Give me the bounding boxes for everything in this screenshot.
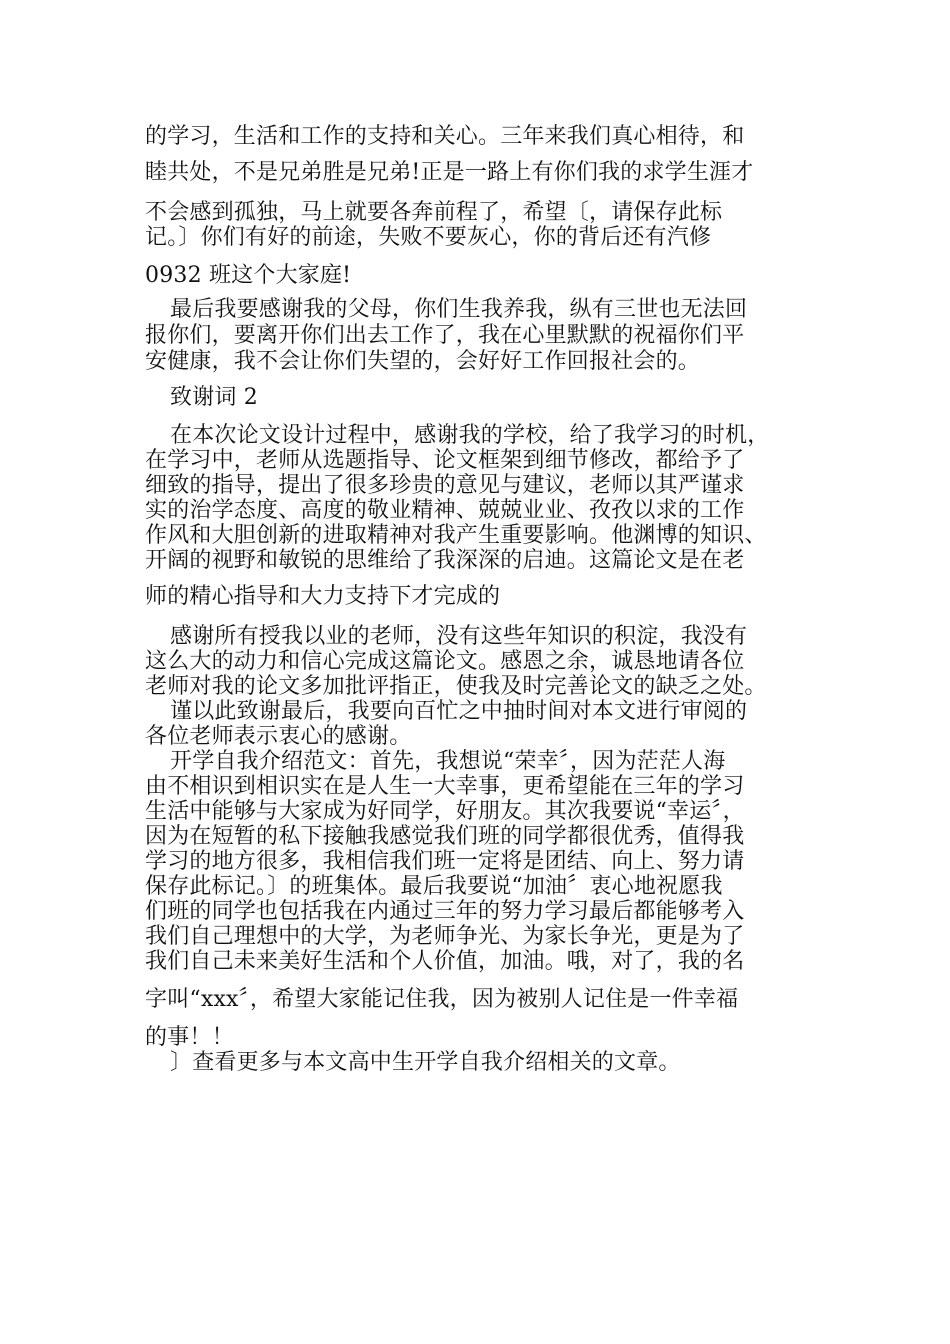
section-heading: 致谢词 2: [170, 385, 258, 410]
text-line: 睦共处，不是兄弟胜是兄弟!正是一路上有你们我的求学生涯才: [145, 160, 754, 185]
paragraph-thesis-line: 在本次论文设计过程中，感谢我的学校，给了我学习的时机，: [170, 423, 770, 448]
text-line: 的学习，生活和工作的支持和关心。三年来我们真心相待，和: [145, 124, 745, 149]
paragraph-closing-line: 谨以此致谢最后，我要向百忙之中抽时间对本文进行审阅的: [170, 699, 748, 724]
text-line: 我们自己未来美好生活和个人价值，加油。哦，对了，我的名: [145, 949, 745, 974]
text-line: 学习的地方很多，我相信我们班一定将是团结、向上、努力请: [145, 849, 745, 874]
text-line: 各位老师表示衷心的感谢。: [145, 724, 412, 749]
text-line: 们班的同学也包括我在内通过三年的努力学习最后都能够考入: [145, 899, 745, 924]
text-line: 在学习中，老师从选题指导、论文框架到细节修改，都给予了: [145, 448, 745, 473]
text-line: 字叫“xxx〞，希望大家能记住我，因为被别人记住是一件幸福: [145, 987, 739, 1012]
text-line: 这么大的动力和信心完成这篇论文。感恩之余，诚恳地请各位: [145, 649, 745, 674]
text-line: 保存此标记。〕的班集体。最后我要说“加油〞衷心地祝愿我: [145, 874, 723, 899]
text-line: 实的治学态度、高度的敬业精神、兢兢业业、孜孜以求的工作: [145, 498, 745, 523]
text-line: 师的精心指导和大力支持下才完成的: [145, 584, 501, 609]
text-line: 因为在短暂的私下接触我感觉我们班的同学都很优秀，值得我: [145, 824, 745, 849]
paragraph-parents-line: 最后我要感谢我的父母，你们生我养我，纵有三世也无法回: [170, 297, 748, 322]
text-line: 开阔的视野和敏锐的思维给了我深深的启迪。这篇论文是在老: [145, 548, 745, 573]
text-line: 生活中能够与大家成为好同学，好朋友。其次我要说“幸运〞，: [145, 799, 745, 824]
text-line: 不会感到孤独，马上就要各奔前程了，希望〔，请保存此标: [145, 200, 723, 225]
text-line: 作风和大胆创新的进取精神对我产生重要影响。他渊博的知识、: [145, 523, 767, 548]
text-line: 安健康，我不会让你们失望的，会好好工作回报社会的。: [145, 349, 701, 374]
text-line: 报你们，要离开你们出去工作了，我在心里默默的祝福你们平: [145, 323, 745, 348]
paragraph-intro-line: 开学自我介绍范文：首先，我想说“荣幸〞，因为茫茫人海: [170, 749, 726, 774]
text-line: 老师对我的论文多加批评指正，使我及时完善论文的缺乏之处。: [145, 674, 767, 699]
text-line: 由不相识到相识实在是人生一大幸事，更希望能在三年的学习: [145, 774, 745, 799]
text-line: 细致的指导，提出了很多珍贵的意见与建议，老师以其严谨求: [145, 473, 745, 498]
paragraph-teachers-line: 感谢所有授我以业的老师，没有这些年知识的积淀，我没有: [170, 624, 748, 649]
text-line: 我们自己理想中的大学，为老师争光、为家长争光，更是为了: [145, 924, 745, 949]
text-line: 0932 班这个大家庭!: [145, 263, 352, 288]
text-line: 记。〕你们有好的前途，失败不要灰心，你的背后还有汽修: [145, 225, 712, 250]
text-line: 的事！！: [145, 1025, 234, 1050]
related-articles-note: 〕查看更多与本文高中生开学自我介绍相关的文章。: [170, 1050, 681, 1075]
